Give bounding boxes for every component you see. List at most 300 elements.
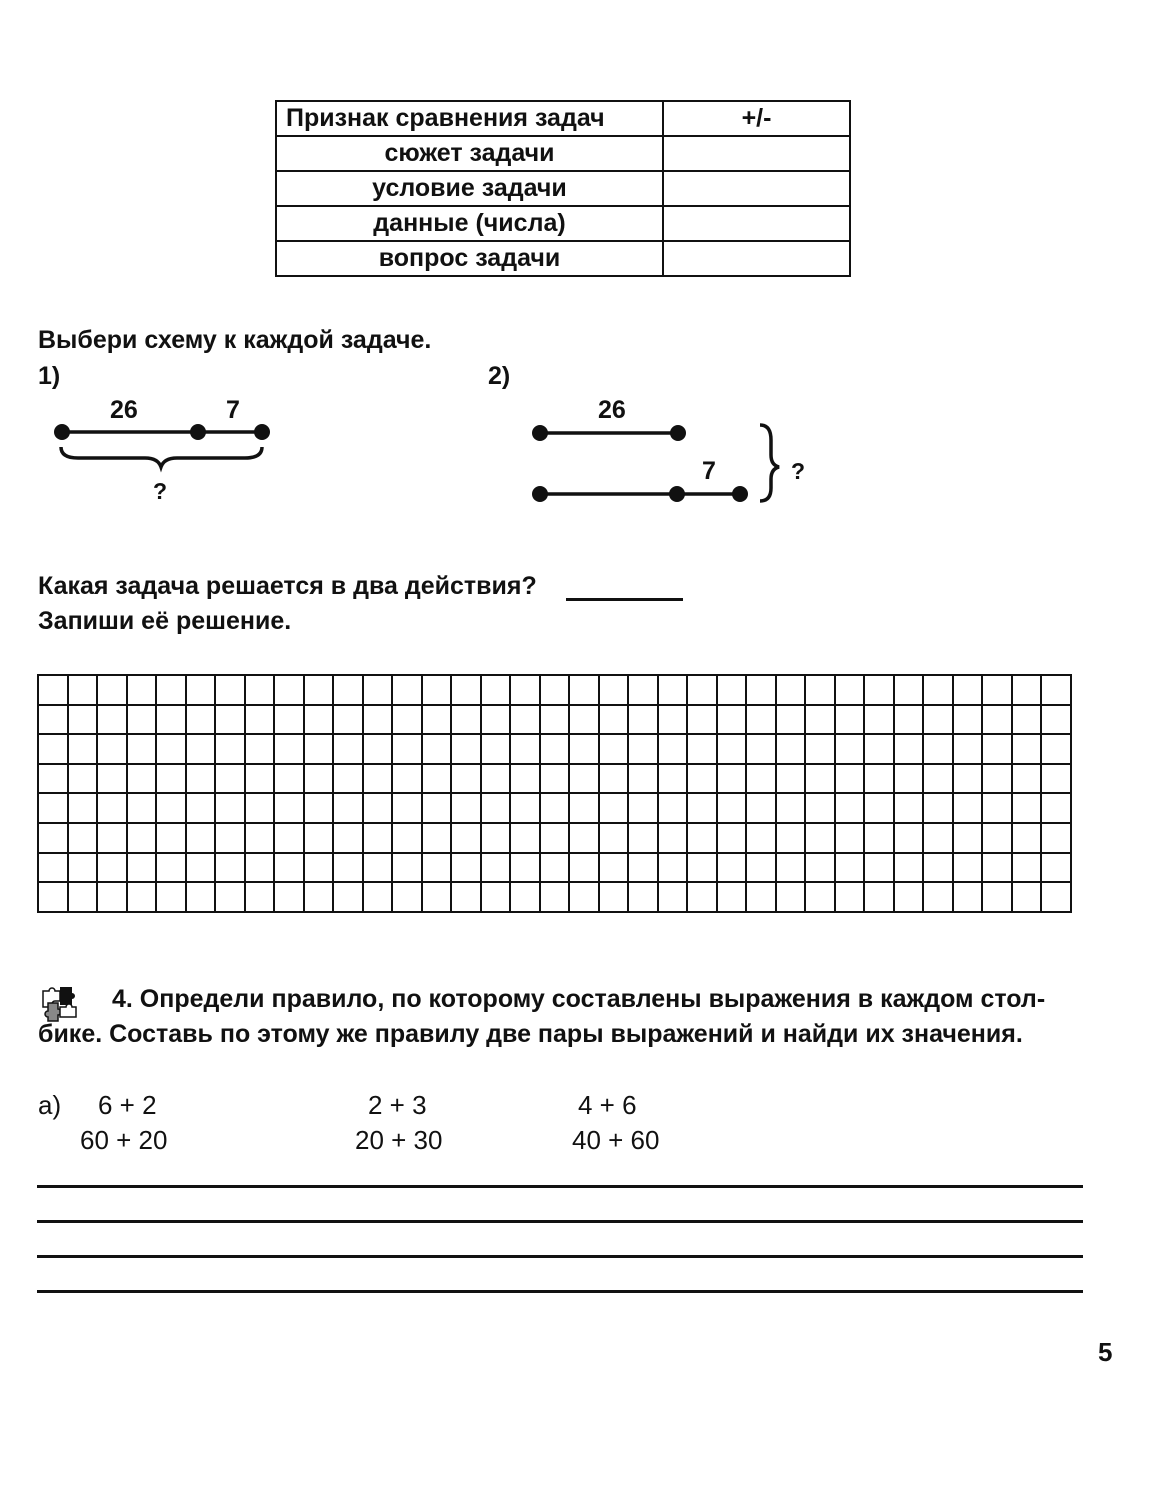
grid-cell[interactable]: [982, 764, 1012, 794]
grid-cell[interactable]: [186, 734, 216, 764]
grid-cell[interactable]: [127, 705, 157, 735]
grid-cell[interactable]: [1012, 853, 1042, 883]
grid-cell[interactable]: [186, 764, 216, 794]
grid-cell[interactable]: [628, 675, 658, 705]
grid-cell[interactable]: [805, 823, 835, 853]
grid-cell[interactable]: [215, 734, 245, 764]
grid-cell[interactable]: [835, 793, 865, 823]
grid-cell[interactable]: [245, 764, 275, 794]
grid-cell[interactable]: [38, 734, 68, 764]
grid-cell[interactable]: [628, 882, 658, 912]
grid-cell[interactable]: [422, 853, 452, 883]
grid-cell[interactable]: [628, 764, 658, 794]
grid-cell[interactable]: [923, 793, 953, 823]
grid-cell[interactable]: [835, 823, 865, 853]
grid-cell[interactable]: [127, 793, 157, 823]
grid-cell[interactable]: [776, 853, 806, 883]
grid-cell[interactable]: [923, 734, 953, 764]
grid-cell[interactable]: [717, 675, 747, 705]
grid-cell[interactable]: [156, 734, 186, 764]
grid-cell[interactable]: [363, 675, 393, 705]
answer-line[interactable]: [37, 1255, 1083, 1258]
grid-cell[interactable]: [215, 823, 245, 853]
grid-cell[interactable]: [599, 823, 629, 853]
grid-cell[interactable]: [97, 675, 127, 705]
grid-cell[interactable]: [274, 734, 304, 764]
grid-cell[interactable]: [363, 853, 393, 883]
grid-cell[interactable]: [953, 764, 983, 794]
grid-cell[interactable]: [717, 734, 747, 764]
grid-cell[interactable]: [451, 793, 481, 823]
grid-cell[interactable]: [805, 793, 835, 823]
grid-cell[interactable]: [894, 675, 924, 705]
grid-cell[interactable]: [97, 882, 127, 912]
grid-cell[interactable]: [38, 705, 68, 735]
grid-cell[interactable]: [687, 734, 717, 764]
grid-cell[interactable]: [245, 675, 275, 705]
grid-cell[interactable]: [156, 793, 186, 823]
grid-cell[interactable]: [510, 764, 540, 794]
grid-cell[interactable]: [776, 734, 806, 764]
grid-cell[interactable]: [97, 734, 127, 764]
grid-cell[interactable]: [333, 734, 363, 764]
grid-cell[interactable]: [923, 823, 953, 853]
grid-cell[interactable]: [982, 882, 1012, 912]
grid-cell[interactable]: [982, 793, 1012, 823]
grid-cell[interactable]: [127, 764, 157, 794]
grid-cell[interactable]: [422, 675, 452, 705]
grid-cell[interactable]: [97, 793, 127, 823]
grid-cell[interactable]: [215, 705, 245, 735]
grid-cell[interactable]: [451, 882, 481, 912]
grid-cell[interactable]: [304, 793, 334, 823]
grid-cell[interactable]: [982, 675, 1012, 705]
grid-cell[interactable]: [805, 853, 835, 883]
grid-cell[interactable]: [363, 793, 393, 823]
grid-cell[interactable]: [658, 734, 688, 764]
grid-cell[interactable]: [363, 734, 393, 764]
grid-cell[interactable]: [38, 793, 68, 823]
grid-cell[interactable]: [687, 793, 717, 823]
grid-cell[interactable]: [245, 823, 275, 853]
scheme1-point-start: [54, 424, 70, 440]
grid-cell[interactable]: [805, 675, 835, 705]
grid-cell[interactable]: [481, 823, 511, 853]
grid-cell[interactable]: [658, 853, 688, 883]
grid-cell[interactable]: [717, 764, 747, 794]
grid-cell[interactable]: [333, 793, 363, 823]
scheme1-brace: [61, 447, 262, 467]
scheme1-diagram: [0, 0, 1174, 560]
grid-row: [38, 705, 1071, 735]
grid-cell[interactable]: [540, 793, 570, 823]
grid-cell[interactable]: [481, 793, 511, 823]
grid-cell[interactable]: [923, 882, 953, 912]
grid-cell[interactable]: [156, 823, 186, 853]
grid-cell[interactable]: [864, 734, 894, 764]
grid-cell[interactable]: [274, 853, 304, 883]
grid-cell[interactable]: [864, 764, 894, 794]
grid-cell[interactable]: [923, 764, 953, 794]
grid-cell[interactable]: [776, 823, 806, 853]
grid-cell[interactable]: [923, 675, 953, 705]
grid-cell[interactable]: [392, 705, 422, 735]
grid-cell[interactable]: [746, 853, 776, 883]
grid-cell[interactable]: [982, 853, 1012, 883]
grid-cell[interactable]: [127, 675, 157, 705]
grid-cell[interactable]: [894, 705, 924, 735]
grid-cell[interactable]: [687, 705, 717, 735]
grid-cell[interactable]: [982, 734, 1012, 764]
grid-cell[interactable]: [982, 823, 1012, 853]
grid-cell[interactable]: [68, 734, 98, 764]
grid-cell[interactable]: [97, 823, 127, 853]
grid-cell[interactable]: [97, 764, 127, 794]
grid-cell[interactable]: [953, 675, 983, 705]
grid-cell[interactable]: [274, 764, 304, 794]
grid-cell[interactable]: [38, 764, 68, 794]
grid-cell[interactable]: [687, 853, 717, 883]
grid-cell[interactable]: [540, 853, 570, 883]
grid-cell[interactable]: [304, 734, 334, 764]
grid-cell[interactable]: [392, 675, 422, 705]
grid-cell[interactable]: [215, 675, 245, 705]
grid-cell[interactable]: [481, 675, 511, 705]
grid-cell[interactable]: [628, 853, 658, 883]
grid-cell[interactable]: [894, 882, 924, 912]
grid-cell[interactable]: [68, 882, 98, 912]
grid-cell[interactable]: [451, 764, 481, 794]
grid-cell[interactable]: [422, 764, 452, 794]
grid-cell[interactable]: [274, 705, 304, 735]
grid-cell[interactable]: [451, 823, 481, 853]
grid-cell[interactable]: [304, 823, 334, 853]
grid-cell[interactable]: [245, 853, 275, 883]
grid-cell[interactable]: [717, 705, 747, 735]
expression-col2-bottom: 20 + 30: [355, 1125, 443, 1155]
grid-cell[interactable]: [540, 882, 570, 912]
grid-cell[interactable]: [805, 882, 835, 912]
grid-cell[interactable]: [658, 823, 688, 853]
grid-cell[interactable]: [333, 882, 363, 912]
grid-cell[interactable]: [569, 823, 599, 853]
grid-cell[interactable]: [1041, 823, 1071, 853]
grid-cell[interactable]: [481, 734, 511, 764]
grid-cell[interactable]: [156, 705, 186, 735]
answer-grid[interactable]: [37, 674, 1072, 913]
grid-cell[interactable]: [953, 734, 983, 764]
grid-cell[interactable]: [1012, 675, 1042, 705]
grid-cell[interactable]: [746, 675, 776, 705]
grid-cell[interactable]: [1041, 882, 1071, 912]
grid-cell[interactable]: [304, 675, 334, 705]
grid-cell[interactable]: [186, 853, 216, 883]
grid-cell[interactable]: [481, 853, 511, 883]
grid-cell[interactable]: [746, 823, 776, 853]
grid-cell[interactable]: [540, 823, 570, 853]
grid-cell[interactable]: [68, 675, 98, 705]
grid-cell[interactable]: [1041, 734, 1071, 764]
grid-cell[interactable]: [953, 793, 983, 823]
grid-cell[interactable]: [392, 793, 422, 823]
grid-cell[interactable]: [1012, 705, 1042, 735]
grid-cell[interactable]: [658, 705, 688, 735]
grid-cell[interactable]: [835, 705, 865, 735]
grid-cell[interactable]: [864, 823, 894, 853]
grid-cell[interactable]: [451, 853, 481, 883]
grid-cell[interactable]: [864, 793, 894, 823]
grid-cell[interactable]: [805, 734, 835, 764]
grid-cell[interactable]: [215, 853, 245, 883]
grid-cell[interactable]: [805, 705, 835, 735]
grid-cell[interactable]: [422, 823, 452, 853]
grid-cell[interactable]: [628, 823, 658, 853]
choose-scheme-instruction: Выбери схему к каждой задаче.: [38, 326, 432, 354]
grid-cell[interactable]: [392, 734, 422, 764]
grid-cell[interactable]: [422, 734, 452, 764]
grid-cell[interactable]: [333, 853, 363, 883]
grid-cell[interactable]: [599, 734, 629, 764]
grid-cell[interactable]: [687, 882, 717, 912]
grid-cell[interactable]: [864, 882, 894, 912]
grid-cell[interactable]: [510, 823, 540, 853]
grid-cell[interactable]: [245, 882, 275, 912]
grid-cell[interactable]: [569, 882, 599, 912]
scheme1-label: 1): [38, 362, 61, 390]
grid-cell[interactable]: [245, 734, 275, 764]
grid-cell[interactable]: [127, 882, 157, 912]
grid-cell[interactable]: [569, 734, 599, 764]
answer-line[interactable]: [37, 1290, 1083, 1293]
grid-cell[interactable]: [333, 823, 363, 853]
grid-cell[interactable]: [746, 764, 776, 794]
grid-cell[interactable]: [156, 764, 186, 794]
grid-cell[interactable]: [1041, 764, 1071, 794]
grid-cell[interactable]: [274, 882, 304, 912]
grid-cell[interactable]: [481, 882, 511, 912]
grid-cell[interactable]: [628, 705, 658, 735]
grid-cell[interactable]: [422, 705, 452, 735]
grid-cell[interactable]: [274, 823, 304, 853]
grid-cell[interactable]: [953, 705, 983, 735]
grid-cell[interactable]: [540, 675, 570, 705]
grid-cell[interactable]: [923, 705, 953, 735]
grid-cell[interactable]: [186, 675, 216, 705]
grid-cell[interactable]: [510, 734, 540, 764]
grid-cell[interactable]: [186, 705, 216, 735]
grid-cell[interactable]: [392, 853, 422, 883]
grid-cell[interactable]: [304, 882, 334, 912]
grid-cell[interactable]: [38, 823, 68, 853]
grid-cell[interactable]: [215, 764, 245, 794]
grid-cell[interactable]: [68, 705, 98, 735]
grid-cell[interactable]: [186, 793, 216, 823]
grid-cell[interactable]: [540, 764, 570, 794]
grid-cell[interactable]: [599, 793, 629, 823]
grid-cell[interactable]: [628, 793, 658, 823]
grid-cell[interactable]: [245, 793, 275, 823]
grid-cell[interactable]: [68, 823, 98, 853]
grid-cell[interactable]: [540, 734, 570, 764]
grid-cell[interactable]: [68, 793, 98, 823]
grid-cell[interactable]: [510, 675, 540, 705]
grid-cell[interactable]: [628, 734, 658, 764]
grid-cell[interactable]: [864, 853, 894, 883]
grid-cell[interactable]: [68, 853, 98, 883]
grid-cell[interactable]: [687, 675, 717, 705]
grid-cell[interactable]: [422, 793, 452, 823]
grid-cell[interactable]: [186, 823, 216, 853]
scheme2-label: 2): [488, 362, 511, 390]
grid-cell[interactable]: [894, 823, 924, 853]
grid-cell[interactable]: [1041, 793, 1071, 823]
grid-cell[interactable]: [1012, 823, 1042, 853]
grid-cell[interactable]: [156, 882, 186, 912]
scheme1-segment-b-label: 7: [226, 396, 240, 424]
grid-cell[interactable]: [422, 882, 452, 912]
grid-cell[interactable]: [156, 853, 186, 883]
grid-cell[interactable]: [1012, 882, 1042, 912]
grid-cell[interactable]: [392, 823, 422, 853]
grid-cell[interactable]: [658, 675, 688, 705]
grid-cell[interactable]: [658, 882, 688, 912]
grid-cell[interactable]: [864, 675, 894, 705]
task4-number: 4.: [112, 985, 133, 1013]
grid-cell[interactable]: [569, 853, 599, 883]
grid-cell[interactable]: [776, 705, 806, 735]
grid-cell[interactable]: [599, 764, 629, 794]
grid-cell[interactable]: [658, 793, 688, 823]
grid-cell[interactable]: [776, 764, 806, 794]
grid-cell[interactable]: [510, 705, 540, 735]
grid-cell[interactable]: [245, 705, 275, 735]
grid-cell[interactable]: [127, 734, 157, 764]
grid-cell[interactable]: [569, 793, 599, 823]
grid-cell[interactable]: [746, 734, 776, 764]
grid-cell[interactable]: [776, 793, 806, 823]
grid-cell[interactable]: [510, 793, 540, 823]
grid-cell[interactable]: [451, 705, 481, 735]
grid-cell[interactable]: [835, 675, 865, 705]
grid-cell[interactable]: [186, 882, 216, 912]
grid-cell[interactable]: [481, 705, 511, 735]
grid-cell[interactable]: [38, 853, 68, 883]
grid-cell[interactable]: [1041, 853, 1071, 883]
grid-cell[interactable]: [687, 823, 717, 853]
grid-cell[interactable]: [1012, 793, 1042, 823]
grid-cell[interactable]: [717, 823, 747, 853]
grid-cell[interactable]: [717, 853, 747, 883]
grid-cell[interactable]: [451, 675, 481, 705]
grid-cell[interactable]: [569, 764, 599, 794]
grid-cell[interactable]: [333, 675, 363, 705]
grid-cell[interactable]: [1041, 705, 1071, 735]
grid-cell[interactable]: [215, 793, 245, 823]
grid-cell[interactable]: [894, 793, 924, 823]
grid-cell[interactable]: [599, 853, 629, 883]
grid-cell[interactable]: [746, 705, 776, 735]
grid-cell[interactable]: [776, 675, 806, 705]
grid-cell[interactable]: [333, 764, 363, 794]
grid-cell[interactable]: [923, 853, 953, 883]
grid-cell[interactable]: [835, 734, 865, 764]
grid-cell[interactable]: [274, 675, 304, 705]
grid-cell[interactable]: [894, 734, 924, 764]
grid-cell[interactable]: [835, 764, 865, 794]
grid-cell[interactable]: [953, 823, 983, 853]
scheme2-total-label: ?: [791, 458, 806, 484]
answer-line[interactable]: [37, 1220, 1083, 1223]
grid-cell[interactable]: [599, 675, 629, 705]
grid-cell[interactable]: [215, 882, 245, 912]
grid-cell[interactable]: [864, 705, 894, 735]
grid-cell[interactable]: [1041, 675, 1071, 705]
grid-cell[interactable]: [1012, 764, 1042, 794]
grid-cell[interactable]: [481, 764, 511, 794]
grid-cell[interactable]: [953, 882, 983, 912]
grid-cell[interactable]: [599, 882, 629, 912]
grid-cell[interactable]: [540, 705, 570, 735]
grid-cell[interactable]: [274, 793, 304, 823]
grid-cell[interactable]: [687, 764, 717, 794]
grid-cell[interactable]: [746, 882, 776, 912]
grid-cell[interactable]: [510, 853, 540, 883]
grid-cell[interactable]: [569, 675, 599, 705]
grid-cell[interactable]: [451, 734, 481, 764]
grid-cell[interactable]: [717, 882, 747, 912]
grid-cell[interactable]: [835, 882, 865, 912]
two-step-answer-blank[interactable]: [566, 582, 683, 601]
grid-cell[interactable]: [304, 764, 334, 794]
grid-cell[interactable]: [38, 675, 68, 705]
grid-cell[interactable]: [658, 764, 688, 794]
grid-cell[interactable]: [363, 705, 393, 735]
scheme2-top-label: 26: [598, 396, 626, 424]
grid-cell[interactable]: [569, 705, 599, 735]
grid-cell[interactable]: [127, 853, 157, 883]
grid-cell[interactable]: [776, 882, 806, 912]
grid-cell[interactable]: [510, 882, 540, 912]
grid-cell[interactable]: [333, 705, 363, 735]
grid-cell[interactable]: [982, 705, 1012, 735]
grid-cell[interactable]: [304, 853, 334, 883]
grid-cell[interactable]: [38, 882, 68, 912]
grid-cell[interactable]: [363, 823, 393, 853]
grid-cell[interactable]: [392, 764, 422, 794]
grid-cell[interactable]: [894, 853, 924, 883]
grid-cell[interactable]: [746, 793, 776, 823]
grid-cell[interactable]: [1012, 734, 1042, 764]
grid-cell[interactable]: [97, 705, 127, 735]
grid-cell[interactable]: [599, 705, 629, 735]
answer-line[interactable]: [37, 1185, 1083, 1188]
grid-cell[interactable]: [894, 764, 924, 794]
grid-cell[interactable]: [363, 882, 393, 912]
grid-cell[interactable]: [717, 793, 747, 823]
grid-cell[interactable]: [97, 853, 127, 883]
grid-cell[interactable]: [304, 705, 334, 735]
grid-cell[interactable]: [363, 764, 393, 794]
grid-cell[interactable]: [392, 882, 422, 912]
grid-cell[interactable]: [156, 675, 186, 705]
grid-cell[interactable]: [805, 764, 835, 794]
expression-col3-top: 4 + 6: [578, 1090, 637, 1120]
grid-cell[interactable]: [835, 853, 865, 883]
grid-cell[interactable]: [68, 764, 98, 794]
grid-cell[interactable]: [127, 823, 157, 853]
grid-row: [38, 882, 1071, 912]
grid-cell[interactable]: [953, 853, 983, 883]
